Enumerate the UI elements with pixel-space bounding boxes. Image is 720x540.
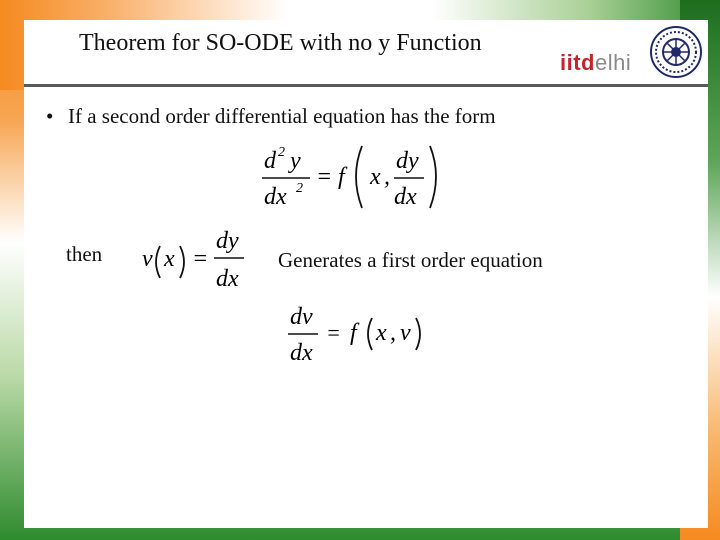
svg-text:x: x (164, 246, 175, 272)
brand-wordmark (560, 50, 631, 76)
svg-text:x: x (376, 320, 387, 346)
substitution-equation (140, 226, 250, 296)
svg-text:dx: dx (394, 184, 417, 210)
bullet-item (46, 104, 496, 129)
slide-canvas (24, 20, 708, 528)
svg-text:v: v (142, 246, 153, 272)
svg-text:,: , (390, 320, 396, 346)
svg-text:2: 2 (296, 181, 303, 196)
svg-text:dy: dy (216, 228, 239, 254)
svg-text:dv: dv (290, 304, 313, 330)
svg-text:d: d (264, 148, 276, 174)
svg-text:2: 2 (278, 145, 285, 160)
svg-text:dy: dy (396, 148, 419, 174)
svg-text:f: f (338, 164, 345, 190)
then-label: then (66, 242, 103, 266)
brand-prefix: iitd (560, 50, 595, 75)
svg-text:dx: dx (216, 266, 239, 292)
generates-text: Generates a first order equation (278, 248, 543, 272)
second-order-ode-equation (258, 138, 458, 216)
svg-text:=: = (316, 164, 333, 190)
svg-text:dx: dx (290, 340, 313, 366)
svg-text:=: = (326, 320, 341, 345)
svg-text:dx: dx (264, 184, 287, 210)
slide-title: Theorem for SO-ODE with no y Function (79, 30, 482, 56)
title-area (24, 20, 644, 84)
title-divider (24, 84, 708, 87)
brand-suffix: elhi (595, 50, 632, 75)
bullet-marker: • (46, 104, 54, 128)
svg-text:f: f (350, 320, 357, 346)
bullet-text: If a second order differential equation has the form (68, 104, 496, 128)
svg-text:x: x (370, 164, 381, 190)
first-order-equation (284, 298, 434, 368)
svg-text:v: v (400, 320, 411, 346)
svg-text:y: y (290, 148, 301, 174)
svg-text:,: , (384, 164, 390, 190)
iit-delhi-emblem-icon (650, 26, 702, 78)
svg-text:=: = (192, 246, 209, 272)
